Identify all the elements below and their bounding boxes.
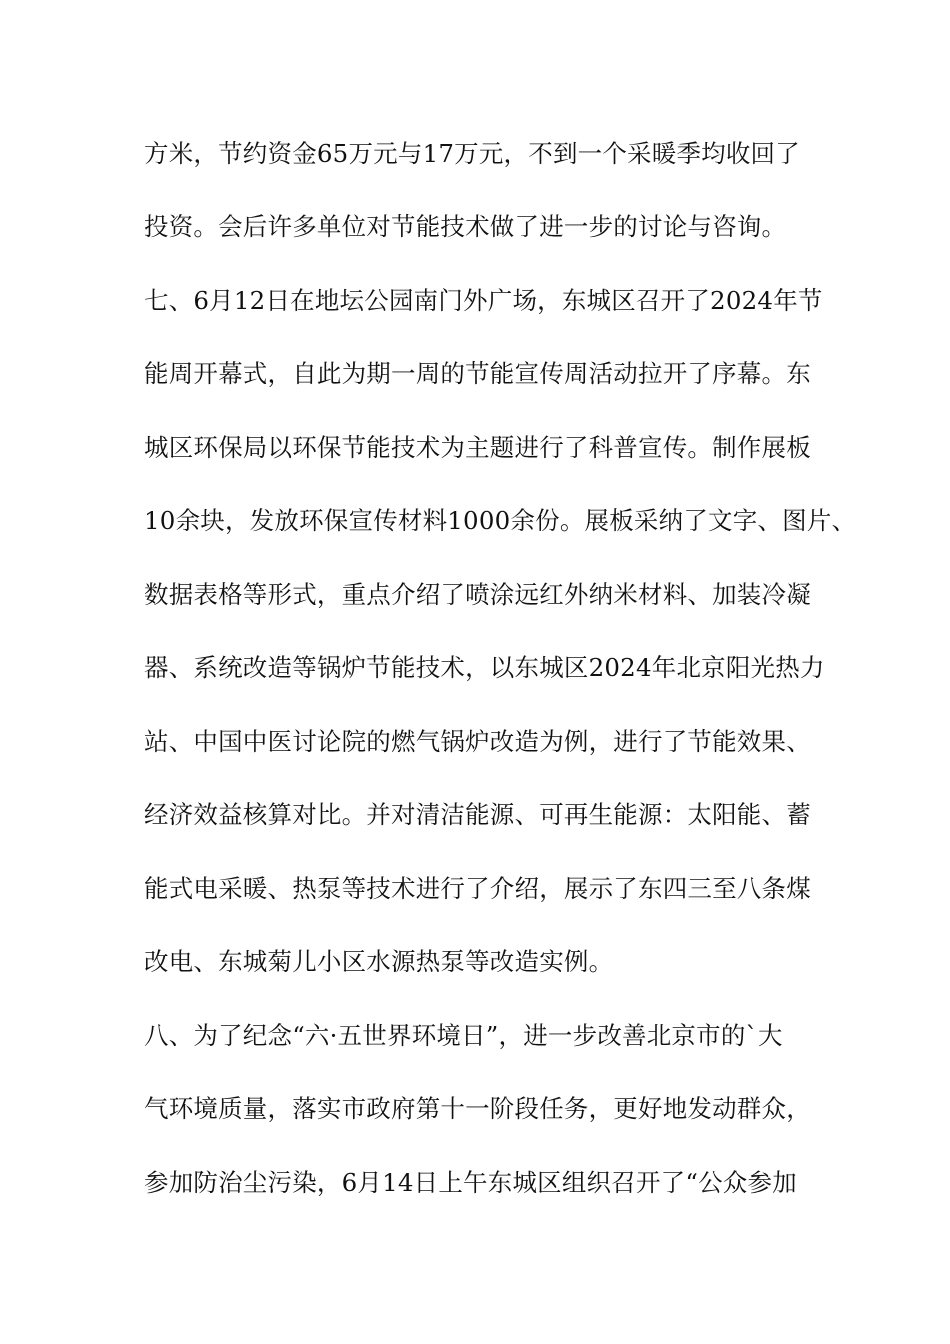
text-line: 城区环保局以环保节能技术为主题进行了科普宣传。制作展板	[144, 433, 811, 462]
text-line: 投资。会后许多单位对节能技术做了进一步的讨论与咨询。	[144, 212, 787, 241]
text-line: 参加防治尘污染，6月14日上午东城区组织召开了“公众参加	[144, 1168, 797, 1197]
text-line: 气环境质量，落实市政府第十一阶段任务，更好地发动群众，	[144, 1094, 811, 1123]
text-line: 器、系统改造等锅炉节能技术，以东城区2024年北京阳光热力	[144, 653, 825, 682]
text-line: 经济效益核算对比。并对清洁能源、可再生能源：太阳能、蓄	[144, 800, 811, 829]
text-line: 八、为了纪念“六·五世界环境日”，进一步改善北京市的`大	[144, 1021, 783, 1050]
text-line: 能式电采暖、热泵等技术进行了介绍，展示了东四三至八条煤	[144, 874, 811, 903]
text-line: 方米，节约资金65万元与17万元，不到一个采暖季均收回了	[144, 139, 800, 168]
text-line: 改电、东城菊儿小区水源热泵等改造实例。	[144, 947, 614, 976]
text-line: 10余块，发放环保宣传材料1000余份。展板采纳了文字、图片、	[144, 506, 857, 535]
text-line: 数据表格等形式，重点介绍了喷涂远红外纳米材料、加装冷凝	[144, 580, 811, 609]
text-line: 七、6月12日在地坛公园南门外广场，东城区召开了2024年节	[144, 286, 823, 315]
text-line: 站、中国中医讨论院的燃气锅炉改造为例，进行了节能效果、	[144, 727, 811, 756]
text-line: 能周开幕式，自此为期一周的节能宣传周活动拉开了序幕。东	[144, 359, 811, 388]
